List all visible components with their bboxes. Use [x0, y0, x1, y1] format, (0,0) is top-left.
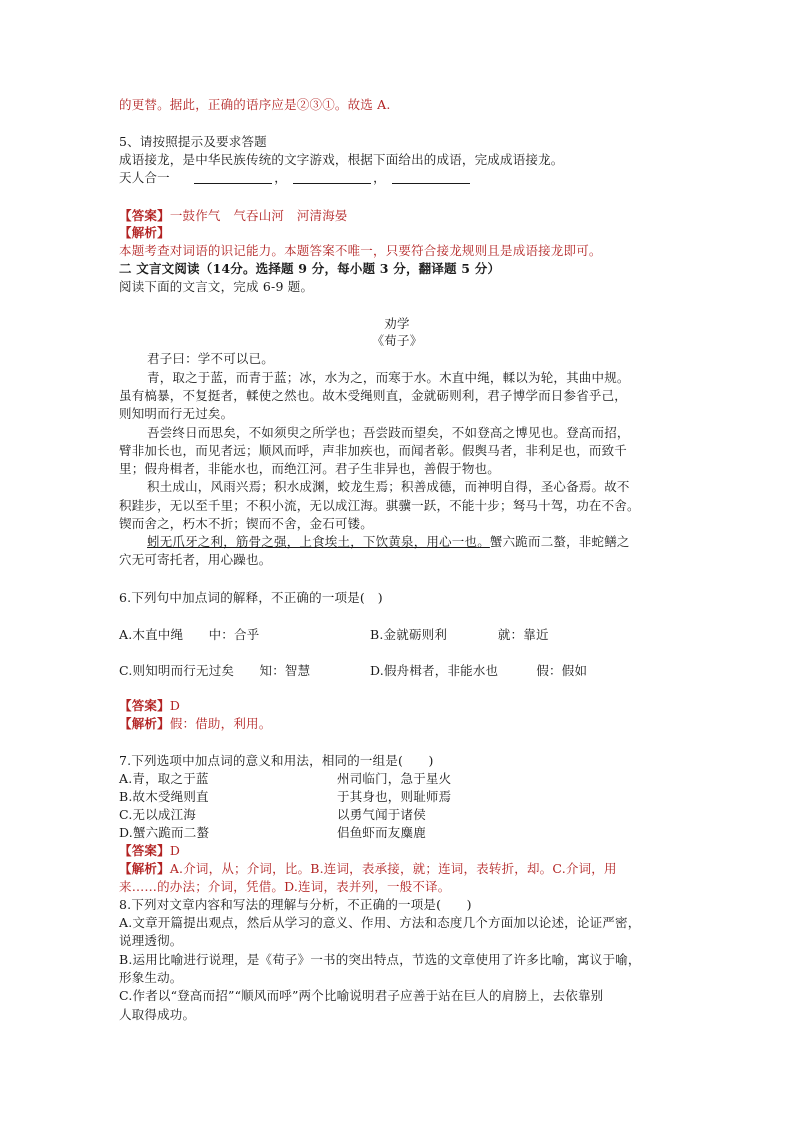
q5-blank-3[interactable] [392, 171, 470, 184]
q7-jiexi [119, 860, 617, 877]
q7-stem: 7.下列选项中加点词的意义和用法，相同的一组是( ) [119, 753, 434, 768]
q7-option-b-left: B.故木受绳则直 [119, 789, 209, 804]
q7-option-b-right: 于其身也，则耻师焉 [337, 789, 452, 804]
article-author: 《荀子》 [371, 333, 423, 348]
q6-option-c: C.则知明而行无过矣 知：智慧 [119, 663, 311, 678]
q5-blank-1[interactable] [194, 171, 272, 184]
q6-option-b: B.金就砺则利 就：靠近 [370, 627, 549, 642]
q6-answer [119, 697, 180, 714]
q7-option-a-right: 州司临门，急于星火 [337, 771, 452, 786]
q8-line: A.文章开篇提出观点，然后从学习的意义、作用、方法和态度几个方面加以论述，论证严密， [119, 915, 641, 930]
jiexi-tag: 【解析】 [119, 861, 170, 876]
answer-tag: 【答案】 [119, 698, 170, 713]
q5-sep-2: ， [373, 170, 386, 185]
q8-line: B.运用比喻进行说理，是《荀子》一书的突出特点，节选的文章使用了许多比喻，寓议于喻， [119, 952, 641, 967]
q8-line: 形象生动。 [119, 970, 183, 985]
q5-start-idiom: 天人合一 [119, 170, 170, 185]
previous-answer-tail: 的更替。据此，正确的语序应是②③①。故选 A. [119, 97, 391, 112]
section-2-heading: 二 文言文阅读（14分。选择题 9 分，每小题 3 分，翻译题 5 分） [119, 261, 501, 276]
q6-jiexi [119, 715, 271, 732]
jiexi-tag: 【解析】 [119, 716, 170, 731]
article-line: 锲而舍之，朽木不折；锲而不舍，金石可镂。 [119, 516, 374, 531]
q6-stem: 6.下列句中加点词的解释，不正确的一项是( ) [119, 590, 383, 605]
article-line: 臂非加长也，而见者远；顺风而呼，声非加疾也，而闻者彰。假舆马者，非利足也，而致千 [119, 443, 628, 458]
underlined-sentence: 蚓无爪牙之利，筋骨之强，上食埃土，下饮黄泉，用心一也。 [147, 534, 490, 549]
q5-blank-2[interactable] [293, 171, 371, 184]
article-line [147, 533, 630, 550]
article-line: 虽有槁暴，不复挺者，輮使之然也。故木受绳则直，金就砺则利，君子博学而日参省乎己， [119, 388, 628, 403]
q5-idiom-chain [119, 169, 472, 186]
q6-option-d: D.假舟楫者，非能水也 假：假如 [370, 663, 588, 678]
jiexi-text: A.介词，从；介词，比。B.连词，表承接，就；连词，表转折，却。C.介词，用 [169, 861, 617, 876]
answer-tag: 【答案】 [119, 843, 170, 858]
article-line: 穴无可寄托者，用心躁也。 [119, 552, 272, 567]
article-line: 君子曰：学不可以已。 [147, 351, 275, 366]
reading-prompt: 阅读下面的文言文，完成 6-9 题。 [119, 279, 314, 294]
q6-option-a: A.木直中绳 中：合乎 [119, 627, 260, 642]
q7-answer [119, 842, 180, 859]
q8-line: 说理透彻。 [119, 933, 183, 948]
q8-line: 人取得成功。 [119, 1007, 196, 1022]
article-line: 积跬步，无以至千里；不积小流，无以成江海。骐骥一跃，不能十步；驽马十驾，功在不舍。 [119, 498, 640, 513]
q7-jiexi-cont: 来……的办法；介词，凭借。D.连词，表并列，一般不译。 [119, 879, 451, 894]
article-line: 积土成山，风雨兴焉；积水成渊，蛟龙生焉；积善成德，而神明自得，圣心备焉。故不 [147, 479, 630, 494]
article-line: 吾尝终日而思矣，不如须臾之所学也；吾尝跂而望矣，不如登高之博见也。登高而招， [147, 425, 630, 440]
article-line: 里；假舟楫者，非能水也，而绝江河。君子生非异也，善假于物也。 [119, 461, 501, 476]
article-line: 青，取之于蓝，而青于蓝；冰，水为之，而寒于水。木直中绳，輮以为轮，其曲中规。 [147, 370, 630, 385]
q7-option-a-left: A.青，取之于蓝 [119, 771, 209, 786]
q8-stem: 8.下列对文章内容和写法的理解与分析，不正确的一项是( ) [119, 897, 472, 912]
q7-option-d-left: D.蟹六跪而二螯 [119, 825, 210, 840]
answer-text: D [169, 843, 181, 858]
q7-option-c-left: C.无以成江海 [119, 807, 196, 822]
answer-text: 一鼓作气 气吞山河 河清海晏 [169, 208, 348, 223]
jiexi-text: 假：借助，利用。 [169, 716, 272, 731]
article-line: 则知明而行无过矣。 [119, 406, 234, 421]
article-line-tail: 蟹六跪而二螯，非蛇鳝之 [489, 534, 630, 549]
q8-line: C.作者以“登高而招”“顺风而呼”两个比喻说明君子应善于站在巨人的肩膀上，去依靠别 [119, 988, 604, 1003]
answer-text: D [169, 698, 181, 713]
answer-tag: 【答案】 [119, 208, 170, 223]
q7-option-c-right: 以勇气闻于诸侯 [337, 807, 426, 822]
q5-answer [119, 207, 348, 224]
q5-title: 5、请按照提示及要求答题 [119, 134, 267, 149]
q7-option-d-right: 侣鱼虾而友麋鹿 [337, 825, 426, 840]
q5-description: 成语接龙，是中华民族传统的文字游戏，根据下面给出的成语，完成成语接龙。 [119, 152, 564, 167]
article-title: 劝学 [384, 316, 410, 331]
q5-sep-1: ， [274, 170, 287, 185]
q5-jiexi-tag: 【解析】 [119, 225, 170, 240]
q5-jiexi: 本题考查对词语的识记能力。本题答案不唯一，只要符合接龙规则且是成语接龙即可。 [119, 243, 602, 258]
